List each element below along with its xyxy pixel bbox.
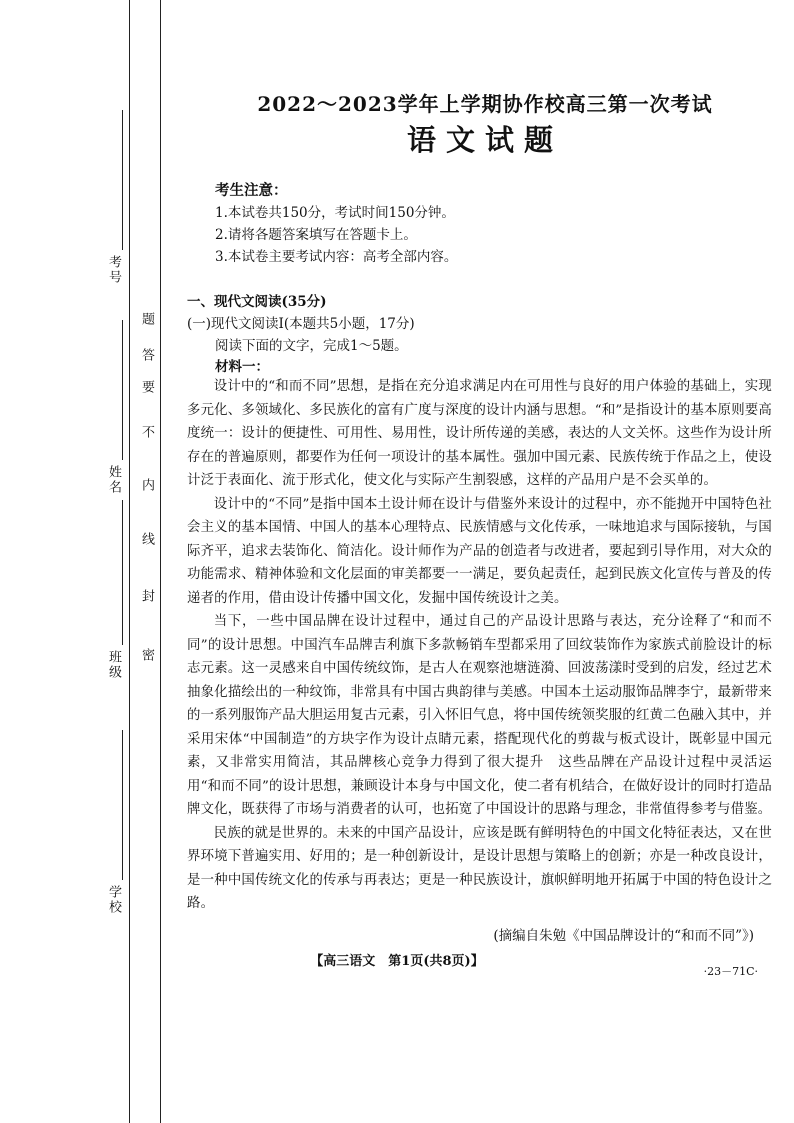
exam-title: 2022～2023学年上学期协作校高三第一次考试 — [257, 92, 713, 116]
material-label: 材料一： — [215, 359, 269, 375]
section-heading: 一、现代文阅读(35分) — [187, 294, 327, 310]
paragraph: 民族的就是世界的。未来的中国产品设计，应该是既有鲜明特色的中国文化特征表达，又在世界环境下普遍实用、好用的；是一种创新设计，是设计思想与策略上的创新；亦是一种改良设计，是一种中国传统文化的传承与再表达；更是一种民族设计，旗帜鲜明地开拓属于中国的特色设计之路。 — [187, 825, 772, 911]
paragraph: 当下，一些中国品牌在设计过程中，通过自己的产品设计思路与表达，充分诠释了“和而不同”的设计思想。中国汽车品牌吉利旗下多款畅销车型都采用了回纹装饰作为家族式前脸设计的标志元素。这一灵感来自中国传统纹饰，是古人在观察池塘涟漪、回波荡漾时受到的启发，经过艺术抽象化描绘出的一种纹饰，非常具有中国古典韵律与美感。中国本土运动服饰品牌李宁，最新带来的一系列服饰产品大胆运用复古元素，引入怀旧气息，将中国传统领奖服的红黄二色融入其中，并采用宋体“中国制造”的方块字作为设计点睛元素，搭配现代化的剪裁与板式设计，既彰显中国元素，又非常实用简洁，其品牌核心竞争力得到了很大提升 这些品牌在产品设计过程中灵活运用“和而不同”的设计思想，兼顾设计本身与中国文化，使二者有机结合，在做好设计的同时打造品牌文化，既获得了市场与消费者的认可，也拓宽了中国设计的思路与理念，非常值得参考与借鉴。 — [187, 614, 772, 817]
school-line[interactable] — [122, 730, 123, 880]
field-name: 姓名 — [106, 465, 121, 495]
seal-char: 密 — [139, 648, 154, 661]
source-citation: (摘编自朱勉《中国品牌设计的“和而不同”》) — [493, 928, 754, 944]
candidate-notice — [215, 180, 457, 268]
field-exam-number: 考号 — [106, 255, 121, 285]
name-line[interactable] — [122, 320, 123, 460]
seal-char: 封 — [139, 589, 154, 602]
notice-item: 1.本试卷共150分，考试时间150分钟。 — [215, 205, 455, 221]
seal-char: 内 — [139, 478, 154, 491]
reading-instruction: 阅读下面的文字，完成1～5题。 — [215, 338, 408, 354]
field-class: 班级 — [106, 650, 121, 680]
seal-char: 线 — [139, 532, 154, 545]
paragraph: 设计中的“和而不同”思想，是指在充分追求满足内在可用性与良好的用户体验的基础上，实现多元化、多领域化、多民族化的富有广度与深度的设计内涵与思想。“和”是指设计的基本原则要高度统一：设计的便捷性、可用性、易用性，设计所传递的美感，表达的人文关怀。这些作为设计所存在的普遍原则，都要作为任何一项设计的基本属性。强加中国元素、民族传统于作品之上，使设计泛于表面化、流于形式化，使文化与实际产生割裂感，这样的产品用户是不会买单的。 — [187, 379, 772, 488]
notice-item: 2.请将各题答案填写在答题卡上。 — [215, 227, 417, 243]
seal-char: 要 — [139, 380, 154, 393]
sub-section-heading: (一)现代文阅读Ⅰ(本题共5小题，17分) — [187, 316, 415, 332]
seal-char: 题 — [139, 312, 154, 325]
seal-char: 答 — [139, 348, 154, 361]
notice-title: 考生注意： — [215, 182, 288, 199]
paragraph: 设计中的“不同”是指中国本土设计师在设计与借鉴外来设计的过程中，亦不能抛开中国特色社会主义的基本国情、中国人的基本心理特点、民族情感与文化传承，一味地追求与国际接轨，与国际齐平，追求去装饰化、简洁化。设计师作为产品的创造者与改进者，要起到引导作用，对大众的功能需求、精神体验和文化层面的审美都要一一满足，要负起责任，起到民族文化宣传与普及的传递者的作用，借由设计传播中国文化，发掘中国传统设计之美。 — [187, 496, 772, 606]
field-school: 学校 — [106, 885, 121, 915]
class-line[interactable] — [122, 500, 123, 645]
exam-number-line[interactable] — [122, 110, 123, 250]
exam-subtitle: 语文试题 — [406, 123, 563, 157]
reading-passage — [187, 375, 772, 916]
notice-item: 3.本试卷主要考试内容：高考全部内容。 — [215, 249, 458, 265]
exam-code: ·23－71C· — [703, 965, 758, 978]
page-footer: 【高三语文 第1页(共8页)】 — [310, 954, 484, 969]
seal-char: 不 — [139, 425, 154, 438]
